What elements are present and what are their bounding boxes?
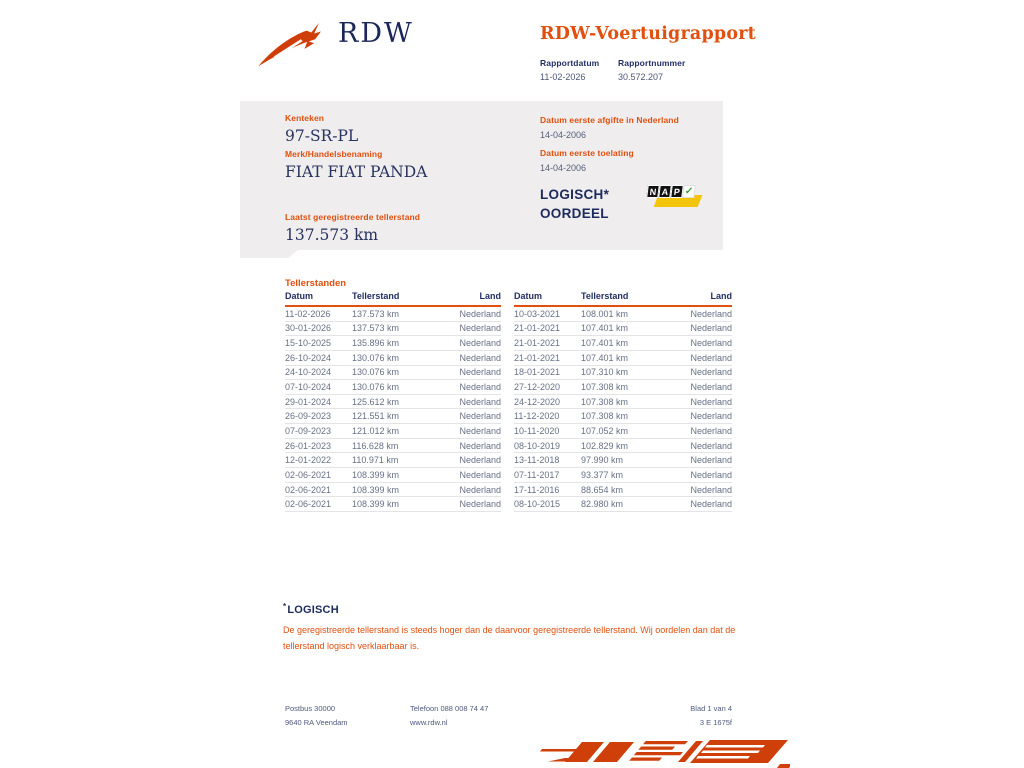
nap-checkmark-icon: ✓	[684, 186, 694, 197]
box-tab-decoration	[240, 250, 298, 258]
table-cell: 29-01-2024	[285, 396, 332, 407]
column-header-datum: Datum	[285, 291, 314, 301]
table-cell: 107.308 km	[581, 382, 629, 393]
table-cell: 130.076 km	[352, 382, 400, 393]
table-row	[285, 483, 501, 498]
table-row	[285, 366, 501, 381]
table-row	[514, 380, 732, 395]
table-row	[514, 424, 732, 439]
rdw-wordmark: RDW	[338, 18, 414, 49]
table-cell: Nederland	[690, 455, 732, 466]
footer-website-link[interactable]: www.rdw.nl	[410, 718, 448, 727]
kenteken-value: 97-SR-PL	[285, 127, 359, 145]
footer-address	[285, 702, 348, 730]
report-date-label: Rapportdatum	[540, 58, 600, 68]
table-cell: 102.829 km	[581, 440, 629, 451]
table-cell: 07-10-2024	[285, 382, 332, 393]
table-cell: Nederland	[690, 367, 732, 378]
table-row	[285, 322, 501, 337]
table-cell: 21-01-2021	[514, 338, 561, 349]
table-row	[285, 307, 501, 322]
column-header-tellerstand: Tellerstand	[352, 291, 400, 301]
table-cell: 137.573 km	[352, 323, 400, 334]
column-header-tellerstand: Tellerstand	[581, 291, 629, 301]
tellerstand-field	[285, 212, 420, 244]
table-cell: 121.012 km	[352, 425, 400, 436]
table-cell: 17-11-2016	[514, 484, 560, 495]
report-number-label: Rapportnummer	[618, 58, 686, 68]
table-cell: Nederland	[459, 396, 501, 407]
table-cell: Nederland	[459, 440, 501, 451]
logisch-footnote	[283, 602, 737, 654]
column-header-datum: Datum	[514, 291, 543, 301]
rdw-brand	[256, 18, 414, 70]
table-body-right	[514, 307, 732, 512]
table-row	[285, 351, 501, 366]
table-cell: 107.401 km	[581, 323, 629, 334]
table-cell: 30-01-2026	[285, 323, 332, 334]
table-cell: 135.896 km	[352, 338, 400, 349]
table-cell: 12-01-2022	[285, 455, 332, 466]
footer-form-code: 3 E 1675f	[699, 718, 732, 727]
afgifte-label: Datum eerste afgifte in Nederland	[540, 115, 679, 125]
table-cell: Nederland	[459, 499, 501, 510]
table-cell: 21-01-2021	[514, 323, 561, 334]
tellerstanden-section-title: Tellerstanden	[285, 278, 347, 289]
table-cell: 130.076 km	[352, 352, 400, 363]
footnote-title-text: LOGISCH	[287, 604, 339, 616]
table-cell: Nederland	[690, 323, 732, 334]
table-row	[514, 409, 732, 424]
column-header-land: Land	[710, 291, 732, 301]
table-cell: Nederland	[690, 499, 732, 510]
report-number	[618, 58, 685, 82]
tellerstand-value: 137.573 km	[285, 226, 379, 244]
table-row	[514, 395, 732, 410]
table-cell: 26-10-2024	[285, 352, 332, 363]
table-row	[285, 439, 501, 454]
toelating-field	[540, 148, 634, 173]
table-cell: Nederland	[690, 396, 732, 407]
table-cell: 24-10-2024	[285, 367, 332, 378]
tellerstanden-table-left	[285, 291, 501, 512]
table-cell: 107.401 km	[581, 338, 629, 349]
table-cell: 108.399 km	[352, 484, 400, 495]
table-cell: 18-01-2021	[514, 367, 561, 378]
footnote-asterisk: *	[283, 602, 287, 611]
table-cell: Nederland	[690, 469, 732, 480]
table-cell: Nederland	[459, 367, 501, 378]
table-cell: 97.990 km	[581, 455, 624, 466]
table-cell: 107.308 km	[581, 396, 629, 407]
table-row	[514, 468, 732, 483]
table-row	[514, 336, 732, 351]
rdw-bird-logo-icon	[256, 20, 332, 70]
table-cell: 82.980 km	[581, 499, 624, 510]
nap-letter-squares	[646, 185, 696, 198]
table-cell: Nederland	[459, 455, 501, 466]
tellerstanden-tables	[285, 291, 732, 512]
toelating-value: 14-04-2006	[540, 163, 587, 173]
footer-contact	[410, 702, 488, 730]
tellerstanden-table-right	[514, 291, 732, 512]
report-meta	[540, 58, 756, 82]
table-row	[285, 409, 501, 424]
table-cell: Nederland	[690, 425, 732, 436]
table-cell: 07-09-2023	[285, 425, 332, 436]
table-cell: Nederland	[690, 382, 732, 393]
table-cell: 93.377 km	[581, 469, 624, 480]
afgifte-value: 14-04-2006	[540, 130, 587, 140]
vehicle-info-box	[240, 101, 723, 250]
table-cell: 11-12-2020	[514, 411, 560, 422]
footer-page-number: Blad 1 van 4	[690, 704, 732, 713]
table-cell: Nederland	[459, 469, 501, 480]
table-cell: Nederland	[459, 323, 501, 334]
table-cell: 07-11-2017	[514, 469, 560, 480]
column-header-land: Land	[479, 291, 501, 301]
table-cell: 108.399 km	[352, 469, 400, 480]
table-row	[514, 483, 732, 498]
report-date	[540, 58, 604, 82]
table-cell: 24-12-2020	[514, 396, 561, 407]
table-header	[514, 291, 732, 307]
table-row	[285, 453, 501, 468]
table-cell: 108.399 km	[352, 499, 400, 510]
table-cell: 21-01-2021	[514, 352, 561, 363]
document-header	[540, 24, 756, 82]
table-cell: Nederland	[459, 308, 501, 319]
tellerstand-label: Laatst geregistreerde tellerstand	[285, 212, 421, 222]
afgifte-field	[540, 115, 679, 140]
table-row	[285, 497, 501, 512]
nap-letter-p: P	[670, 185, 684, 198]
table-row	[285, 395, 501, 410]
table-row	[514, 497, 732, 512]
report-date-value: 11-02-2026	[540, 72, 586, 82]
table-cell: 107.308 km	[581, 411, 629, 422]
page-title: RDW-Voertuigrapport	[540, 24, 756, 44]
footnote-title	[283, 602, 737, 616]
table-body-left	[285, 307, 501, 512]
footer-address-line1: Postbus 30000	[285, 704, 336, 713]
table-cell: 107.401 km	[581, 352, 629, 363]
table-cell: 125.612 km	[352, 396, 400, 407]
kenteken-field	[285, 113, 358, 145]
report-number-value: 30.572.207	[618, 72, 664, 82]
oordeel-line2: OORDEEL	[540, 206, 609, 221]
table-cell: Nederland	[459, 382, 501, 393]
table-cell: 02-06-2021	[285, 484, 332, 495]
table-cell: 10-11-2020	[514, 425, 560, 436]
table-cell: Nederland	[690, 352, 732, 363]
table-cell: 121.551 km	[352, 411, 400, 422]
table-cell: Nederland	[459, 425, 501, 436]
oordeel-verdict	[540, 185, 609, 223]
table-cell: 08-10-2019	[514, 440, 561, 451]
table-cell: 26-01-2023	[285, 440, 332, 451]
table-cell: 137.573 km	[352, 308, 400, 319]
table-cell: 15-10-2025	[285, 338, 332, 349]
rdw-speed-lines-graphic	[540, 736, 790, 768]
nap-letter-a: A	[658, 185, 672, 198]
table-row	[514, 453, 732, 468]
table-header	[285, 291, 501, 307]
oordeel-line1: LOGISCH*	[540, 187, 610, 202]
table-cell: 107.052 km	[581, 425, 629, 436]
table-cell: Nederland	[690, 411, 732, 422]
footer-page-info	[690, 702, 732, 730]
table-row	[285, 380, 501, 395]
footer-phone: Telefoon 088 008 74 47	[410, 704, 489, 713]
table-cell: Nederland	[459, 411, 501, 422]
table-cell: Nederland	[690, 308, 732, 319]
nap-letter-n: N	[646, 185, 660, 198]
footer-address-line2: 9640 RA Veendam	[285, 718, 348, 727]
table-cell: 110.971 km	[352, 455, 399, 466]
merk-field	[285, 149, 427, 181]
table-cell: 130.076 km	[352, 367, 400, 378]
table-row	[514, 322, 732, 337]
table-cell: Nederland	[690, 338, 732, 349]
table-row	[285, 336, 501, 351]
merk-value: FIAT FIAT PANDA	[285, 163, 428, 181]
footnote-text: De geregistreerde tellerstand is steeds hoger dan de daarvoor geregistreerde tellerstand. Wij oordelen dan dat de tellerstand logisch verklaarbaar is.	[283, 625, 736, 651]
table-cell: Nederland	[459, 484, 501, 495]
table-cell: 27-12-2020	[514, 382, 561, 393]
toelating-label: Datum eerste toelating	[540, 148, 634, 158]
table-cell: 13-11-2018	[514, 455, 560, 466]
table-cell: 107.310 km	[581, 367, 629, 378]
table-row	[285, 468, 501, 483]
table-row	[514, 366, 732, 381]
table-row	[514, 439, 732, 454]
table-cell: Nederland	[459, 352, 501, 363]
kenteken-label: Kenteken	[285, 113, 325, 123]
table-cell: 11-02-2026	[285, 308, 331, 319]
table-cell: 02-06-2021	[285, 499, 332, 510]
table-cell: Nederland	[690, 484, 732, 495]
table-cell: 108.001 km	[581, 308, 629, 319]
table-row	[514, 351, 732, 366]
table-row	[285, 424, 501, 439]
table-cell: 88.654 km	[581, 484, 624, 495]
table-cell: Nederland	[690, 440, 732, 451]
table-cell: Nederland	[459, 338, 501, 349]
table-cell: 02-06-2021	[285, 469, 332, 480]
table-row	[514, 307, 732, 322]
table-cell: 26-09-2023	[285, 411, 332, 422]
table-cell: 08-10-2015	[514, 499, 561, 510]
table-cell: 116.628 km	[352, 440, 399, 451]
table-cell: 10-03-2021	[514, 308, 561, 319]
merk-label: Merk/Handelsbenaming	[285, 149, 383, 159]
nap-logo	[647, 184, 701, 211]
